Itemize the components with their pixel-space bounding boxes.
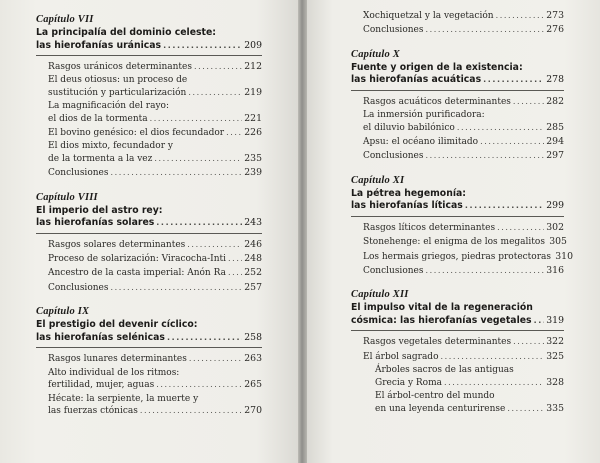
dot-leader xyxy=(187,239,242,250)
toc-entry[interactable] xyxy=(48,127,262,139)
heading-text: El impulso vital de la regeneración xyxy=(351,302,533,314)
heading-text: las hierofanías acuáticas xyxy=(351,74,482,86)
dot-leader xyxy=(507,403,544,414)
toc-entry[interactable] xyxy=(363,136,564,148)
page-number: 273 xyxy=(546,10,564,21)
entry-line xyxy=(363,265,564,277)
heading-text: El prestigio del devenir cíclico: xyxy=(36,319,198,331)
chapter-heading xyxy=(351,62,564,91)
page-number: 263 xyxy=(244,353,262,365)
heading-line xyxy=(351,315,564,328)
page-number: 219 xyxy=(244,86,262,98)
dot-leader xyxy=(513,336,544,347)
chapter-block xyxy=(36,192,262,295)
dot-leader xyxy=(163,40,242,53)
entry-line xyxy=(363,336,564,348)
entry-line xyxy=(48,87,262,99)
entry-line xyxy=(363,10,564,22)
page-number: 276 xyxy=(546,24,564,36)
entry-line xyxy=(363,96,564,108)
dot-leader xyxy=(534,315,544,328)
entry-line xyxy=(48,405,262,417)
page-number: 335 xyxy=(546,402,564,414)
page-number: 328 xyxy=(546,376,564,388)
entry-text: el diluvio babilónico xyxy=(363,122,455,133)
dot-leader xyxy=(228,267,242,278)
dot-leader xyxy=(480,136,544,147)
heading-text: La pétrea hegemonía: xyxy=(351,187,466,199)
entry-text: las fuerzas ctónicas xyxy=(48,405,138,416)
page-number: 278 xyxy=(546,74,564,86)
dot-leader xyxy=(425,150,544,161)
heading-text: cósmica: las hierofanías vegetales xyxy=(351,314,532,326)
entry-text: Rasgos uránicos determinantes xyxy=(48,62,192,72)
page-number: 252 xyxy=(244,267,262,279)
chapter-label: Capítulo XII xyxy=(351,289,409,301)
continued-entries xyxy=(351,10,564,37)
entry-text: Grecia y Roma xyxy=(375,377,443,388)
entry-list xyxy=(351,221,574,278)
toc-entry[interactable] xyxy=(363,110,564,134)
chapter-block xyxy=(351,289,564,414)
entry-line xyxy=(48,267,262,279)
dot-leader xyxy=(226,127,242,138)
entry-list xyxy=(351,10,564,37)
entry-text: sustitución y particularización xyxy=(48,87,187,98)
toc-entry[interactable] xyxy=(48,267,262,279)
entry-text: Rasgos lunares determinantes xyxy=(48,354,187,365)
chapter-block xyxy=(351,49,564,163)
page-number: 239 xyxy=(244,167,262,179)
dot-leader xyxy=(110,282,242,293)
dot-leader xyxy=(457,122,544,133)
entry-text: El árbol-centro del mundo xyxy=(375,391,495,402)
dot-leader xyxy=(496,10,544,21)
page-number: 258 xyxy=(244,331,262,343)
entry-list xyxy=(351,336,564,414)
entry-line xyxy=(48,379,262,391)
toc-entry[interactable] xyxy=(363,236,567,248)
entry-text: Xochiquetzal y la vegetación xyxy=(363,11,494,21)
page-number: 246 xyxy=(244,238,262,250)
entry-list xyxy=(351,96,564,163)
entry-text: Rasgos acuáticos determinantes xyxy=(363,96,511,107)
toc-entry[interactable] xyxy=(363,336,564,348)
page-number: 212 xyxy=(244,61,262,72)
entry-text: Conclusiones xyxy=(363,151,424,162)
heading-line xyxy=(36,332,262,345)
entry-line xyxy=(363,24,564,36)
entry-line xyxy=(375,377,564,389)
chapter-heading xyxy=(36,319,262,348)
entry-text: El árbol sagrado xyxy=(363,351,439,362)
chapter-heading xyxy=(351,188,564,217)
entry-text: en una leyenda centurirense xyxy=(375,403,506,414)
dot-leader xyxy=(154,153,242,164)
entry-line xyxy=(48,253,262,265)
entry-line xyxy=(375,403,564,415)
dot-leader xyxy=(465,200,544,213)
entry-list xyxy=(36,353,262,417)
toc-entry[interactable] xyxy=(48,239,262,251)
dot-leader xyxy=(425,24,544,35)
entry-line xyxy=(363,122,564,134)
entry-text: el dios de la tormenta xyxy=(48,113,148,124)
entry-text: Conclusiones xyxy=(363,25,424,36)
dot-leader xyxy=(497,222,544,233)
chapter-label: Capítulo VIII xyxy=(36,191,98,203)
entry-line xyxy=(363,351,564,363)
entry-line xyxy=(48,353,262,365)
entry-text: Los hermais griegos, piedras protectoras xyxy=(363,251,552,262)
entry-line xyxy=(48,61,262,73)
right-page-content xyxy=(303,0,600,427)
entry-text: Rasgos vegetales determinantes xyxy=(363,337,512,348)
chapter-label: Capítulo IX xyxy=(36,306,90,318)
heading-line xyxy=(351,74,564,87)
entry-text: Conclusiones xyxy=(48,282,109,293)
entry-line xyxy=(48,153,262,165)
entry-list xyxy=(36,239,262,295)
entry-text: El bovino genésico: el dios fecundador xyxy=(48,128,225,139)
page-number: 319 xyxy=(546,314,564,326)
toc-entry[interactable] xyxy=(363,265,564,277)
chapter-block xyxy=(351,174,574,278)
entry-line xyxy=(48,239,262,251)
dot-leader xyxy=(228,253,242,264)
entry-line xyxy=(363,222,564,234)
page-number: 325 xyxy=(546,350,564,362)
page-number: 235 xyxy=(244,152,262,164)
entry-line xyxy=(363,136,564,148)
entry-line xyxy=(363,236,567,248)
entry-text: de la tormenta a la vez xyxy=(48,153,153,164)
page-number: 209 xyxy=(244,39,262,51)
toc-entry[interactable] xyxy=(48,353,262,365)
page-number: 243 xyxy=(244,217,262,229)
chapter-label: Capítulo XI xyxy=(351,174,405,186)
entry-text: Alto individual de los ritmos: xyxy=(48,367,180,378)
toc-entry[interactable] xyxy=(363,351,564,363)
page-number: 270 xyxy=(244,404,262,416)
heading-text: La principalía del dominio celeste: xyxy=(36,27,217,38)
chapter-heading xyxy=(351,302,564,331)
dot-leader xyxy=(444,377,544,388)
entry-text: Rasgos solares determinantes xyxy=(48,239,186,250)
page-number: 257 xyxy=(244,281,262,293)
entry-text: fertilidad, mujer, aguas xyxy=(48,380,155,391)
heading-line xyxy=(36,40,262,53)
book-gutter xyxy=(298,0,307,463)
toc-entry[interactable] xyxy=(48,253,262,265)
heading-text: las hierofanías solares xyxy=(36,217,155,229)
heading-line xyxy=(36,217,262,230)
entry-line xyxy=(48,282,262,294)
dot-leader xyxy=(140,405,242,416)
entry-text: El dios mixto, fecundador y xyxy=(48,141,173,152)
entry-line xyxy=(48,127,262,139)
heading-text: El imperio del astro rey: xyxy=(36,204,163,216)
entry-line xyxy=(48,113,262,125)
page-number: 299 xyxy=(546,200,564,212)
chapter-label: Capítulo X xyxy=(351,48,400,60)
entry-text: Hécate: la serpiente, la muerte y xyxy=(48,393,199,404)
dot-leader xyxy=(156,217,242,230)
entry-line xyxy=(363,250,574,263)
toc-entry[interactable] xyxy=(48,394,262,418)
entry-text: Conclusiones xyxy=(363,266,424,277)
entry-text: La inmersión purificadora: xyxy=(363,110,485,121)
heading-text: Fuente y origen de la existencia: xyxy=(351,61,523,73)
entry-text: Árboles sacros de las antiguas xyxy=(375,365,514,376)
entry-text: La magnificación del rayo: xyxy=(48,101,169,112)
page-number: 221 xyxy=(244,112,262,124)
toc-entry[interactable] xyxy=(48,167,262,179)
dot-leader xyxy=(156,379,242,390)
dot-leader xyxy=(110,167,242,178)
dot-leader xyxy=(425,265,544,276)
chapter-label: Capítulo VII xyxy=(36,14,94,25)
dot-leader xyxy=(150,113,242,124)
toc-entry[interactable] xyxy=(48,101,262,125)
page-number: 285 xyxy=(546,121,564,133)
chapter-heading xyxy=(36,27,262,56)
toc-entry[interactable] xyxy=(48,75,262,99)
page-number: 297 xyxy=(546,150,564,162)
toc-entry[interactable] xyxy=(363,96,564,108)
page-number: 226 xyxy=(244,127,262,139)
entry-text: El deus otiosus: un proceso de xyxy=(48,75,188,86)
toc-entry[interactable] xyxy=(363,150,564,162)
dot-leader xyxy=(188,87,242,98)
chapter-block xyxy=(36,306,262,417)
entry-text: Ancestro de la casta imperial: Anón Ra xyxy=(48,268,226,279)
right-page xyxy=(303,0,600,463)
entry-text: Proceso de solarización: Viracocha-Inti xyxy=(48,254,227,265)
entry-line xyxy=(363,150,564,162)
page-number: 322 xyxy=(546,336,564,348)
page-number: 310 xyxy=(555,250,574,262)
entry-text: Apsu: el océano ilimitado xyxy=(363,137,479,148)
dot-leader xyxy=(194,61,242,72)
toc-entry[interactable] xyxy=(363,365,564,389)
left-page-content xyxy=(0,0,302,429)
page-number: 265 xyxy=(244,379,262,391)
page-number: 248 xyxy=(244,253,262,265)
dot-leader xyxy=(167,332,242,345)
page-number: 305 xyxy=(549,236,567,248)
chapter-block xyxy=(36,14,262,180)
page-number: 302 xyxy=(546,221,564,233)
heading-text: las hierofanías líticas xyxy=(351,200,463,212)
dot-leader xyxy=(189,353,242,364)
page-number: 316 xyxy=(546,265,564,277)
entry-line xyxy=(48,167,262,179)
toc-entry[interactable] xyxy=(48,282,262,294)
toc-entry[interactable] xyxy=(363,10,564,22)
heading-text: las hierofanías selénicas xyxy=(36,331,165,343)
entry-list xyxy=(36,61,262,180)
entry-text: Rasgos líticos determinantes xyxy=(363,222,496,233)
page-number: 282 xyxy=(546,95,564,107)
entry-text: Conclusiones xyxy=(48,168,109,179)
entry-text: Stonehenge: el enigma de los megalitos xyxy=(363,237,545,248)
toc-entry[interactable] xyxy=(48,368,262,392)
toc-entry[interactable] xyxy=(48,61,262,73)
heading-text: las hierofanías uránicas xyxy=(36,39,162,51)
toc-entry[interactable] xyxy=(363,250,574,263)
dot-leader xyxy=(441,351,545,362)
heading-line xyxy=(351,200,564,213)
toc-entry[interactable] xyxy=(48,141,262,165)
dot-leader xyxy=(483,74,544,87)
chapter-heading xyxy=(36,205,262,234)
page-number: 294 xyxy=(546,136,564,148)
toc-entry[interactable] xyxy=(363,391,564,415)
toc-entry[interactable] xyxy=(363,222,564,234)
dot-leader xyxy=(513,96,544,107)
toc-entry[interactable] xyxy=(363,24,564,36)
